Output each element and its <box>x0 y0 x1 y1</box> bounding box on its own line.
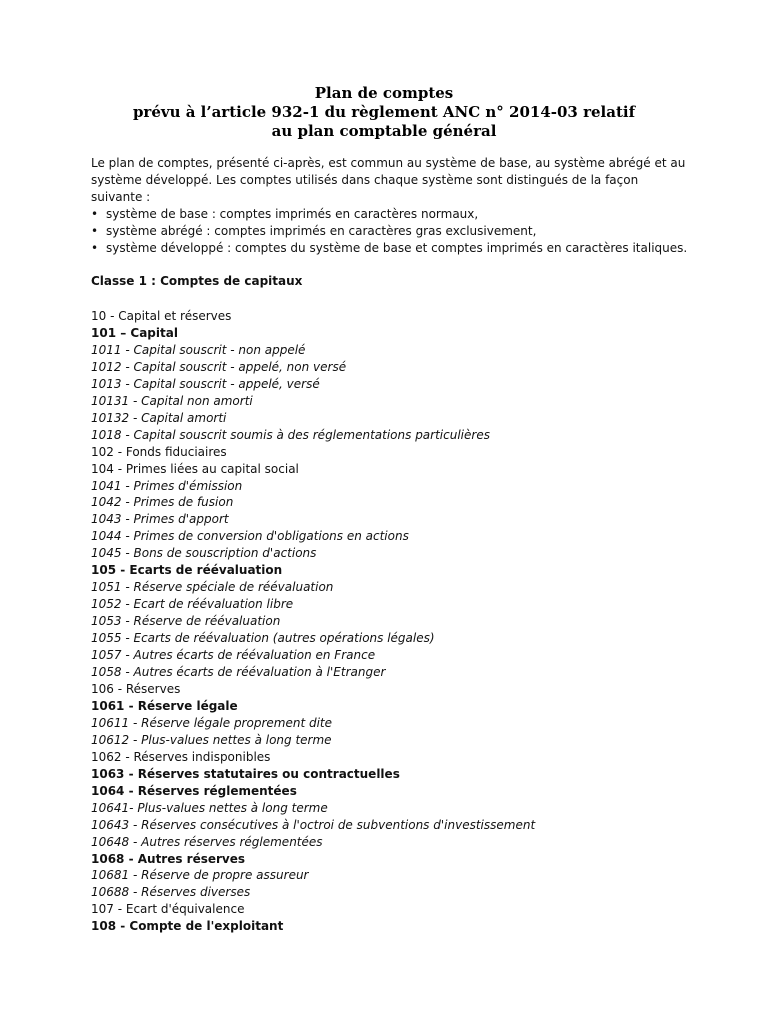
bullet-item <box>91 240 691 257</box>
account-item: 1042 - Primes de fusion <box>91 495 234 510</box>
account-item: 10688 - Réserves diverses <box>91 885 251 900</box>
account-item: 1011 - Capital souscrit - non appelé <box>91 342 306 357</box>
account-item: 104 - Primes liées au capital social <box>91 461 299 476</box>
account-item: 1052 - Ecart de réévaluation libre <box>91 597 294 612</box>
system-bullet-list <box>91 206 691 257</box>
account-item: 108 - Compte de l'exploitant <box>91 919 284 934</box>
bullet-icon: • <box>91 224 99 238</box>
intro-section <box>91 155 691 257</box>
account-item: 107 - Ecart d'équivalence <box>91 902 245 917</box>
title-line: au plan comptable général <box>271 122 497 140</box>
account-item: 10132 - Capital amorti <box>91 410 227 425</box>
account-item: 1053 - Réserve de réévaluation <box>91 614 281 629</box>
bullet-icon: • <box>91 207 99 221</box>
account-item: 10641- Plus-values nettes à long terme <box>91 800 328 815</box>
account-item: 1013 - Capital souscrit - appelé, versé <box>91 376 320 391</box>
account-item: 1044 - Primes de conversion d'obligations en actions <box>91 529 409 544</box>
account-item: 1018 - Capital souscrit soumis à des réglementations particulières <box>91 427 490 442</box>
bullet-text: système de base : comptes imprimés en caractères normaux, <box>106 207 479 221</box>
account-item: 1055 - Ecarts de réévaluation (autres opérations légales) <box>91 631 435 646</box>
account-item: 1057 - Autres écarts de réévaluation en France <box>91 648 376 663</box>
account-item: 105 - Ecarts de réévaluation <box>91 563 283 578</box>
account-item: 10643 - Réserves consécutives à l'octroi de subventions d'investissement <box>91 817 536 832</box>
account-item: 106 - Réserves <box>91 681 181 696</box>
account-item: 10648 - Autres réserves réglementées <box>91 834 323 849</box>
account-item: 10131 - Capital non amorti <box>91 393 253 408</box>
account-item: 102 - Fonds fiduciaires <box>91 444 227 459</box>
account-item: 1045 - Bons de souscription d'actions <box>91 546 317 561</box>
account-item: 1064 - Réserves réglementées <box>91 783 297 798</box>
title-line: Plan de comptes <box>314 84 454 102</box>
account-item: 1061 - Réserve légale <box>91 698 238 713</box>
document-title <box>0 84 768 141</box>
intro-paragraph: Le plan de comptes, présenté ci-après, est commun au système de base, au système abrégé et au système développé. Les comptes utilisés dans chaque système sont distingués de la façon suivante : <box>91 156 686 204</box>
account-item: 1041 - Primes d'émission <box>91 478 243 493</box>
class-heading: Classe 1 : Comptes de capitaux <box>91 274 303 288</box>
account-item: 10612 - Plus-values nettes à long terme <box>91 732 332 747</box>
account-item: 1012 - Capital souscrit - appelé, non versé <box>91 359 347 374</box>
bullet-item <box>91 223 691 240</box>
account-item: 1068 - Autres réserves <box>91 851 246 866</box>
title-line: prévu à l’article 932-1 du règlement ANC n° 2014-03 relatif <box>132 103 636 121</box>
account-item: 1043 - Primes d'apport <box>91 512 229 527</box>
bullet-text: système abrégé : comptes imprimés en caractères gras exclusivement, <box>106 224 537 238</box>
account-list <box>91 308 691 935</box>
account-item: 10611 - Réserve légale proprement dite <box>91 715 333 730</box>
account-item: 1062 - Réserves indisponibles <box>91 749 271 764</box>
account-item: 10681 - Réserve de propre assureur <box>91 868 309 883</box>
account-item: 1051 - Réserve spéciale de réévaluation <box>91 580 334 595</box>
bullet-text: système développé : comptes du système de base et comptes imprimés en caractères italiques. <box>106 241 688 255</box>
account-item: 1063 - Réserves statutaires ou contractuelles <box>91 766 400 781</box>
bullet-icon: • <box>91 241 99 255</box>
bullet-item <box>91 206 691 223</box>
account-item: 10 - Capital et réserves <box>91 309 232 323</box>
account-item: 1058 - Autres écarts de réévaluation à l'Etranger <box>91 665 386 680</box>
account-item: 101 – Capital <box>91 325 178 340</box>
